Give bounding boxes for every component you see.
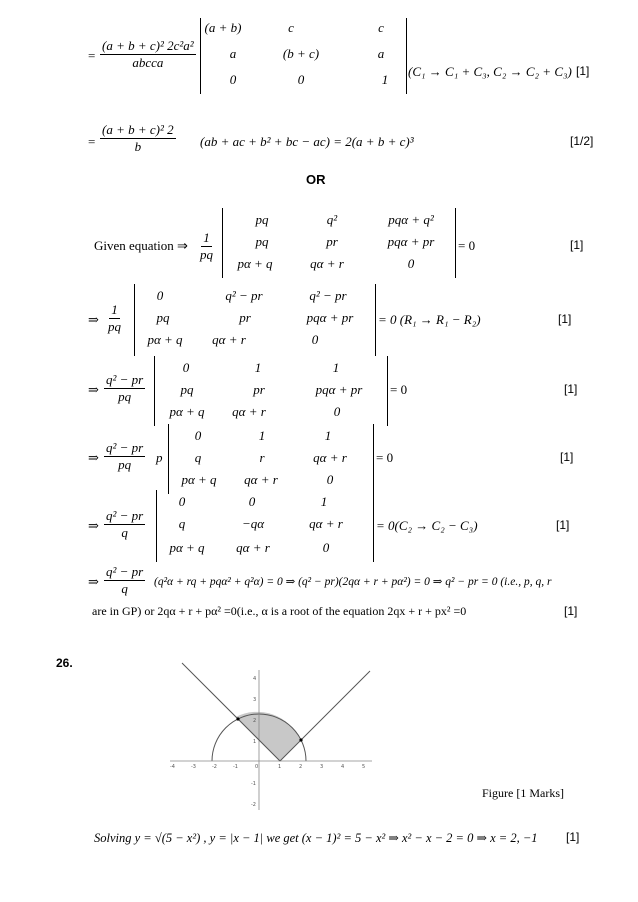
line-right: [280, 671, 370, 761]
fraction-numerator: q² − pr: [106, 508, 144, 523]
expression: (q²α + rq + pqα² + q²α) = 0 ⇒ (q² − pr)(2qα + r + pα²) = 0 ⇒ q² − pr = 0 (i.e., p, q, r: [154, 576, 552, 588]
x-tick: 4: [341, 764, 345, 770]
fraction-denominator: abcca: [132, 55, 164, 70]
det-cell: 0: [248, 494, 256, 509]
step2: [88, 284, 608, 358]
det-cell: a: [229, 46, 237, 61]
mark: [1]: [566, 830, 580, 844]
fraction-denominator: pq: [108, 319, 121, 334]
y-tick: 1: [253, 739, 257, 745]
fraction: [104, 564, 145, 597]
det-cell: pqα + pr: [306, 310, 354, 325]
det-cell: qα + r: [310, 256, 344, 271]
fraction: [106, 302, 123, 335]
step6: [88, 560, 628, 630]
det-cell: 1: [320, 494, 328, 509]
equals-sign: =: [88, 134, 96, 149]
step1: [94, 208, 608, 280]
fraction-numerator: q² − pr: [106, 440, 144, 455]
det-cell: pqα + q²: [388, 212, 434, 227]
x-tick: -4: [170, 764, 175, 770]
det-cell: 0: [407, 256, 415, 271]
fraction-denominator: b: [134, 139, 142, 154]
rhs: = 0: [376, 450, 394, 465]
det-cell: 1: [324, 428, 332, 443]
step-prefix: Given equation ⇒: [94, 238, 188, 253]
det-cell: 0: [333, 404, 341, 419]
x-tick: -1: [233, 764, 238, 770]
y-tick: 4: [253, 676, 257, 682]
equals-sign: =: [88, 48, 96, 63]
y-tick: 2: [253, 718, 257, 724]
rhs: = 0 (R₁ → R₁ − R₂): [378, 312, 481, 327]
det-cell: pr: [239, 310, 251, 325]
det-cell: 0: [194, 428, 202, 443]
line1: [88, 18, 608, 98]
x-tick: 3: [320, 764, 324, 770]
implies-arrow: ⇒: [88, 382, 99, 397]
mark: [1]: [556, 518, 570, 532]
mark: [1]: [570, 238, 584, 252]
or-heading: OR: [306, 172, 326, 187]
expression: (ab + ac + b² + bc − ac) = 2(a + b + c)³: [200, 134, 414, 149]
det-cell: (b + c): [282, 46, 320, 61]
det-cell: qα + r: [232, 404, 266, 419]
det-cell: 1: [381, 72, 389, 87]
det-cell: c: [288, 20, 294, 35]
implies-arrow: ⇒: [88, 574, 99, 589]
det-cell: 0: [311, 332, 319, 347]
fraction: [104, 372, 145, 405]
implies-arrow: ⇒: [88, 518, 99, 533]
det-cell: q²: [326, 212, 338, 227]
fraction-denominator: q: [121, 525, 128, 540]
det-cell: 1: [254, 360, 262, 375]
rhs: = 0(C₂ → C₂ − C₃): [376, 518, 478, 533]
det-cell: r: [259, 450, 265, 465]
det-cell: 0: [326, 472, 334, 487]
graph-figure: [160, 660, 380, 820]
shaded-region: [236, 712, 301, 761]
rhs: = 0: [390, 382, 408, 397]
fraction-numerator: q² − pr: [106, 372, 144, 387]
line-left: [182, 663, 280, 761]
fraction-denominator: pq: [200, 247, 213, 262]
det-cell: q² − pr: [225, 288, 263, 303]
line2: [88, 118, 608, 158]
det-cell: q: [194, 450, 202, 465]
fraction-numerator: 1: [111, 302, 118, 317]
det-cell: −qα: [241, 516, 265, 531]
det-cell: qα + r: [309, 516, 343, 531]
implies-arrow: ⇒: [88, 312, 99, 327]
x-tick: -2: [212, 764, 217, 770]
det-cell: 0: [297, 72, 305, 87]
solving-line: Solving y = √(5 − x²) , y = |x − 1| we get (x − 1)² = 5 − x² ⇒ x² − x − 2 = 0 ⇒ x = 2, −1: [94, 831, 538, 845]
det-cell: pα + q: [181, 472, 217, 487]
determinant: [134, 284, 376, 356]
fraction: [100, 122, 176, 155]
det-cell: pr: [326, 234, 338, 249]
rhs: = 0: [458, 238, 476, 253]
figure-caption: Figure [1 Marks]: [482, 786, 564, 800]
det-cell: pα + q: [169, 540, 205, 555]
x-tick: 5: [362, 764, 366, 770]
det-cell: 0: [322, 540, 330, 555]
continuation: are in GP) or 2qα + r + pα² =0(i.e., α is a root of the equation 2qx + r + px² =0: [92, 604, 467, 618]
fraction: [198, 230, 215, 263]
det-cell: 1: [258, 428, 266, 443]
det-cell: q: [178, 516, 186, 531]
det-cell: pq: [255, 234, 269, 249]
x-tick: 0: [255, 764, 259, 770]
det-cell: pqα + pr: [315, 382, 363, 397]
mark: [1]: [558, 312, 572, 326]
x-tick: -3: [191, 764, 196, 770]
determinant: [200, 18, 407, 94]
determinant: [168, 424, 374, 494]
mark: [1]: [564, 604, 578, 618]
determinant: [222, 208, 456, 278]
fraction-numerator: (a + b + c)² 2c²a²: [102, 38, 194, 53]
det-cell: 0: [229, 72, 237, 87]
determinant: [154, 356, 388, 426]
y-tick: -2: [251, 802, 256, 808]
x-tick: 2: [299, 764, 303, 770]
fraction-denominator: q: [121, 581, 128, 596]
factor: p: [156, 450, 163, 465]
column-operation: (C₁ → C₁ + C₃, C₂ → C₂ + C₃): [408, 64, 572, 79]
det-cell: qα + r: [212, 332, 246, 347]
det-cell: a: [377, 46, 385, 61]
det-cell: pq: [255, 212, 269, 227]
det-cell: qα + r: [236, 540, 270, 555]
mark: [1]: [564, 382, 578, 396]
determinant: [156, 490, 374, 562]
det-cell: q² − pr: [309, 288, 347, 303]
det-cell: pq: [156, 310, 170, 325]
det-cell: 0: [156, 288, 164, 303]
intersection-point: [299, 738, 302, 741]
fraction-denominator: pq: [118, 457, 132, 472]
det-cell: pr: [253, 382, 265, 397]
det-cell: 0: [182, 360, 190, 375]
det-cell: pq: [180, 382, 194, 397]
step3: [88, 356, 608, 428]
fraction-numerator: 1: [203, 230, 210, 245]
fraction: [104, 508, 145, 541]
det-cell: 0: [178, 494, 186, 509]
fraction-numerator: q² − pr: [106, 564, 144, 579]
det-cell: pα + q: [147, 332, 183, 347]
det-cell: qα + r: [244, 472, 278, 487]
fraction: [104, 440, 145, 473]
det-cell: 1: [332, 360, 340, 375]
det-cell: qα + r: [313, 450, 347, 465]
question-number: 26.: [56, 656, 73, 670]
det-cell: pα + q: [237, 256, 273, 271]
y-tick: 3: [253, 697, 257, 703]
step5: [88, 490, 608, 562]
fraction-numerator: (a + b + c)² 2: [102, 122, 174, 137]
det-cell: c: [378, 20, 384, 35]
fraction-denominator: pq: [118, 389, 132, 404]
det-cell: pα + q: [169, 404, 205, 419]
fraction: [100, 38, 196, 71]
mark: [1/2]: [570, 134, 594, 148]
intersection-point: [236, 717, 239, 720]
x-tick: 1: [278, 764, 282, 770]
det-cell: pqα + pr: [387, 234, 435, 249]
mark: [1]: [560, 450, 574, 464]
det-cell: (a + b): [204, 20, 242, 35]
step4: [88, 424, 608, 496]
y-tick: -1: [251, 781, 256, 787]
mark: [1]: [576, 64, 590, 78]
implies-arrow: ⇒: [88, 450, 99, 465]
